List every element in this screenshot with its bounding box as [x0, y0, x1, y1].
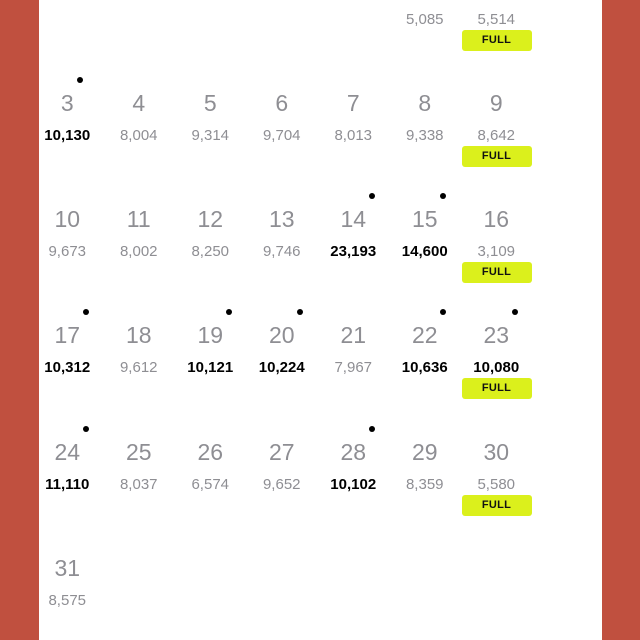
- step-count: 7,967: [334, 359, 373, 376]
- step-count: 9,338: [405, 127, 444, 144]
- day-number: 16: [483, 206, 510, 232]
- day-number: 20: [268, 322, 295, 348]
- full-week-badge: FULL: [462, 30, 532, 51]
- full-week-badge: FULL: [462, 378, 532, 399]
- day-number: 15: [411, 206, 438, 232]
- goal-dot-icon: [440, 193, 446, 199]
- step-count: 9,612: [119, 359, 158, 376]
- goal-dot-icon: [440, 309, 446, 315]
- goal-dot-icon: [83, 426, 89, 432]
- goal-dot-icon: [226, 309, 232, 315]
- step-count: 8,642: [477, 127, 516, 144]
- step-count: 10,130: [44, 127, 91, 144]
- step-count: 6,574: [191, 476, 230, 493]
- day-number: 28: [340, 439, 367, 465]
- day-number: 31: [54, 555, 81, 581]
- day-number: 7: [346, 90, 360, 116]
- day-number: 9: [489, 90, 503, 116]
- day-number: 12: [197, 206, 224, 232]
- day-number: 27: [268, 439, 295, 465]
- step-count: 5,085: [405, 11, 444, 28]
- day-number: 8: [418, 90, 432, 116]
- day-number: 25: [125, 439, 152, 465]
- step-count: 8,004: [119, 127, 158, 144]
- step-count: 8,037: [119, 476, 158, 493]
- full-week-badge: FULL: [462, 262, 532, 283]
- step-count: 8,250: [191, 243, 230, 260]
- step-count: 9,314: [191, 127, 230, 144]
- goal-dot-icon: [369, 193, 375, 199]
- goal-dot-icon: [83, 309, 89, 315]
- step-count: 5,514: [477, 11, 516, 28]
- day-number: 26: [197, 439, 224, 465]
- full-week-badge: FULL: [462, 146, 532, 167]
- step-count: 11,110: [45, 476, 90, 493]
- day-number: 11: [126, 206, 151, 232]
- day-number: 14: [340, 206, 367, 232]
- day-number: 10: [54, 206, 81, 232]
- step-count: 5,580: [477, 476, 516, 493]
- day-number: 22: [411, 322, 438, 348]
- goal-dot-icon: [369, 426, 375, 432]
- step-count: 10,636: [401, 359, 448, 376]
- day-number: 30: [483, 439, 510, 465]
- step-count: 9,746: [262, 243, 301, 260]
- goal-dot-icon: [512, 309, 518, 315]
- step-count: 8,575: [48, 592, 87, 609]
- step-count: 8,359: [405, 476, 444, 493]
- goal-dot-icon: [77, 77, 83, 83]
- day-number: 5: [203, 90, 217, 116]
- step-count: 8,002: [119, 243, 158, 260]
- day-number: 17: [54, 322, 81, 348]
- day-number: 3: [60, 90, 74, 116]
- day-number: 23: [483, 322, 510, 348]
- step-count: 23,193: [330, 243, 377, 260]
- step-count: 14,600: [401, 243, 448, 260]
- day-number: 24: [54, 439, 81, 465]
- step-count: 9,704: [262, 127, 301, 144]
- step-count: 10,224: [258, 359, 305, 376]
- full-week-badge: FULL: [462, 495, 532, 516]
- day-number: 18: [125, 322, 152, 348]
- day-number: 29: [411, 439, 438, 465]
- day-number: 4: [132, 90, 146, 116]
- goal-dot-icon: [297, 309, 303, 315]
- day-number: 21: [340, 322, 367, 348]
- step-count: 9,673: [48, 243, 87, 260]
- day-number: 13: [268, 206, 295, 232]
- day-number: 19: [197, 322, 224, 348]
- step-count: 3,109: [477, 243, 516, 260]
- step-count: 10,080: [473, 359, 520, 376]
- day-number: 6: [275, 90, 289, 116]
- calendar-panel: [39, 0, 602, 640]
- step-count: 10,102: [330, 476, 377, 493]
- step-count: 10,121: [187, 359, 234, 376]
- step-count: 10,312: [44, 359, 91, 376]
- step-count: 8,013: [334, 127, 373, 144]
- step-count: 9,652: [262, 476, 301, 493]
